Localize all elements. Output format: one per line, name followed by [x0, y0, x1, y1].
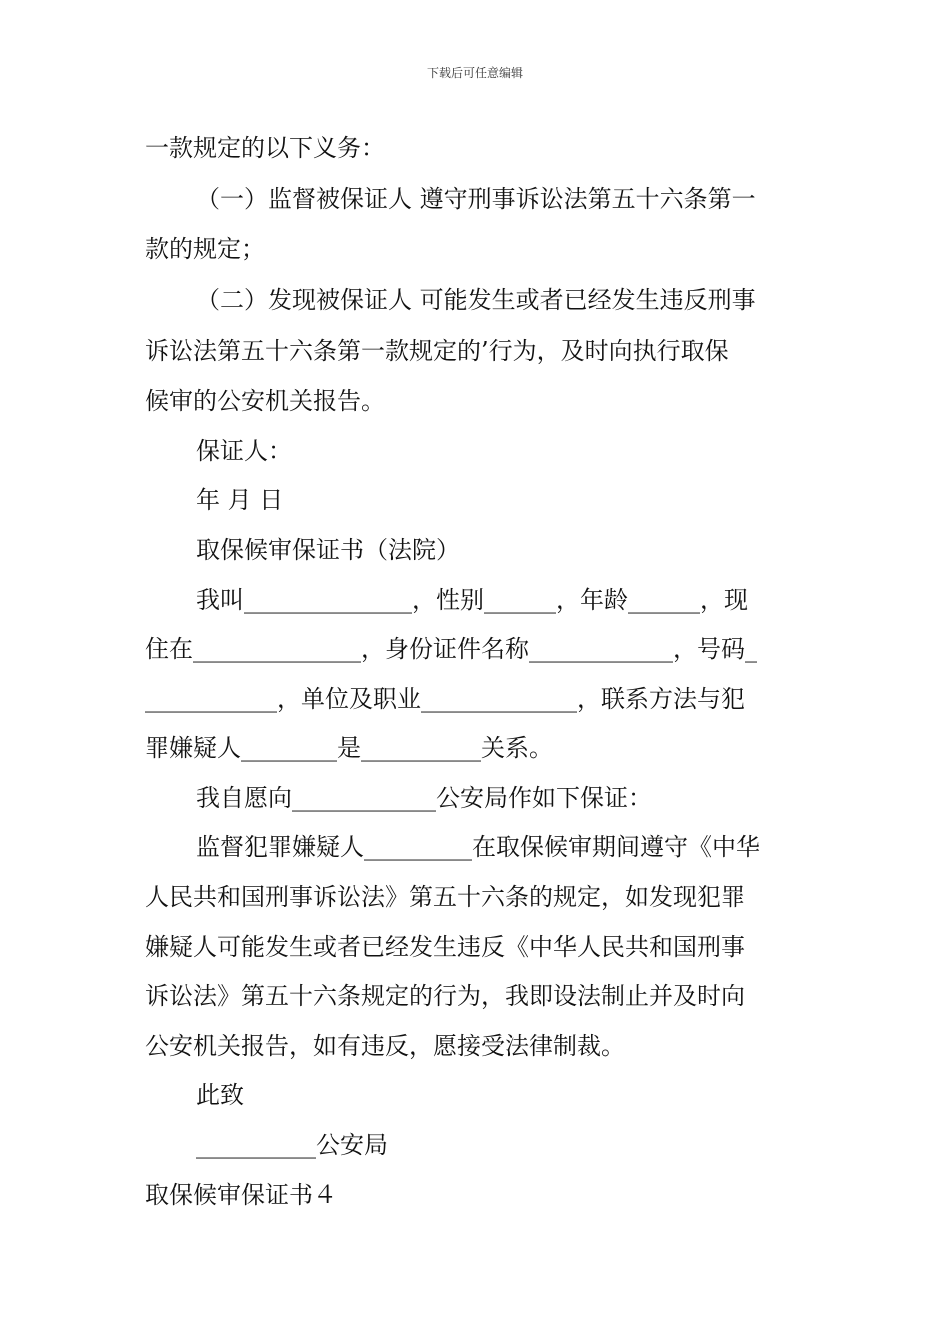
- text-line-15: 监督犯罪嫌疑人_________在取保候审期间遵守《中华: [196, 833, 760, 861]
- text-line-2: （一）监督被保证人 遵守刑事诉讼法第五十六条第一: [196, 185, 756, 213]
- text-line-6: 候审的公安机关报告。: [145, 387, 385, 415]
- text-line-20: 此致: [196, 1081, 244, 1109]
- text-line-9: 取保候审保证书（法院）: [196, 536, 460, 564]
- text-line-8: 年 月 日: [196, 486, 284, 514]
- text-line-14: 我自愿向____________公安局作如下保证：: [196, 784, 652, 812]
- text-line-21: __________公安局: [196, 1131, 388, 1159]
- text-line-1: 一款规定的以下义务：: [145, 134, 385, 162]
- text-line-13: 罪嫌疑人________是__________关系。: [145, 734, 553, 762]
- text-line-12: ___________，单位及职业_____________，联系方法与犯: [145, 685, 745, 713]
- text-line-3: 款的规定；: [145, 235, 265, 263]
- text-line-17: 嫌疑人可能发生或者已经发生违反《中华人民共和国刑事: [145, 933, 745, 961]
- text-line-10: 我叫______________，性别______，年龄______，现: [196, 586, 748, 614]
- text-line-11: 住在______________，身份证件名称____________，号码_: [145, 635, 757, 663]
- text-line-19: 公安机关报告，如有违反，愿接受法律制裁。: [145, 1032, 625, 1060]
- text-line-5: 诉讼法第五十六条第一款规定的’行为，及时向执行取保: [145, 337, 729, 365]
- page-header: 下载后可任意编辑: [426, 66, 523, 80]
- text-line-16: 人民共和国刑事诉讼法》第五十六条的规定，如发现犯罪: [145, 883, 745, 911]
- text-line-22: 取保候审保证书４: [145, 1181, 337, 1209]
- text-line-4: （二）发现被保证人 可能发生或者已经发生违反刑事: [196, 286, 756, 314]
- text-line-7: 保证人：: [196, 437, 292, 465]
- text-line-18: 诉讼法》第五十六条规定的行为，我即设法制止并及时向: [145, 982, 745, 1010]
